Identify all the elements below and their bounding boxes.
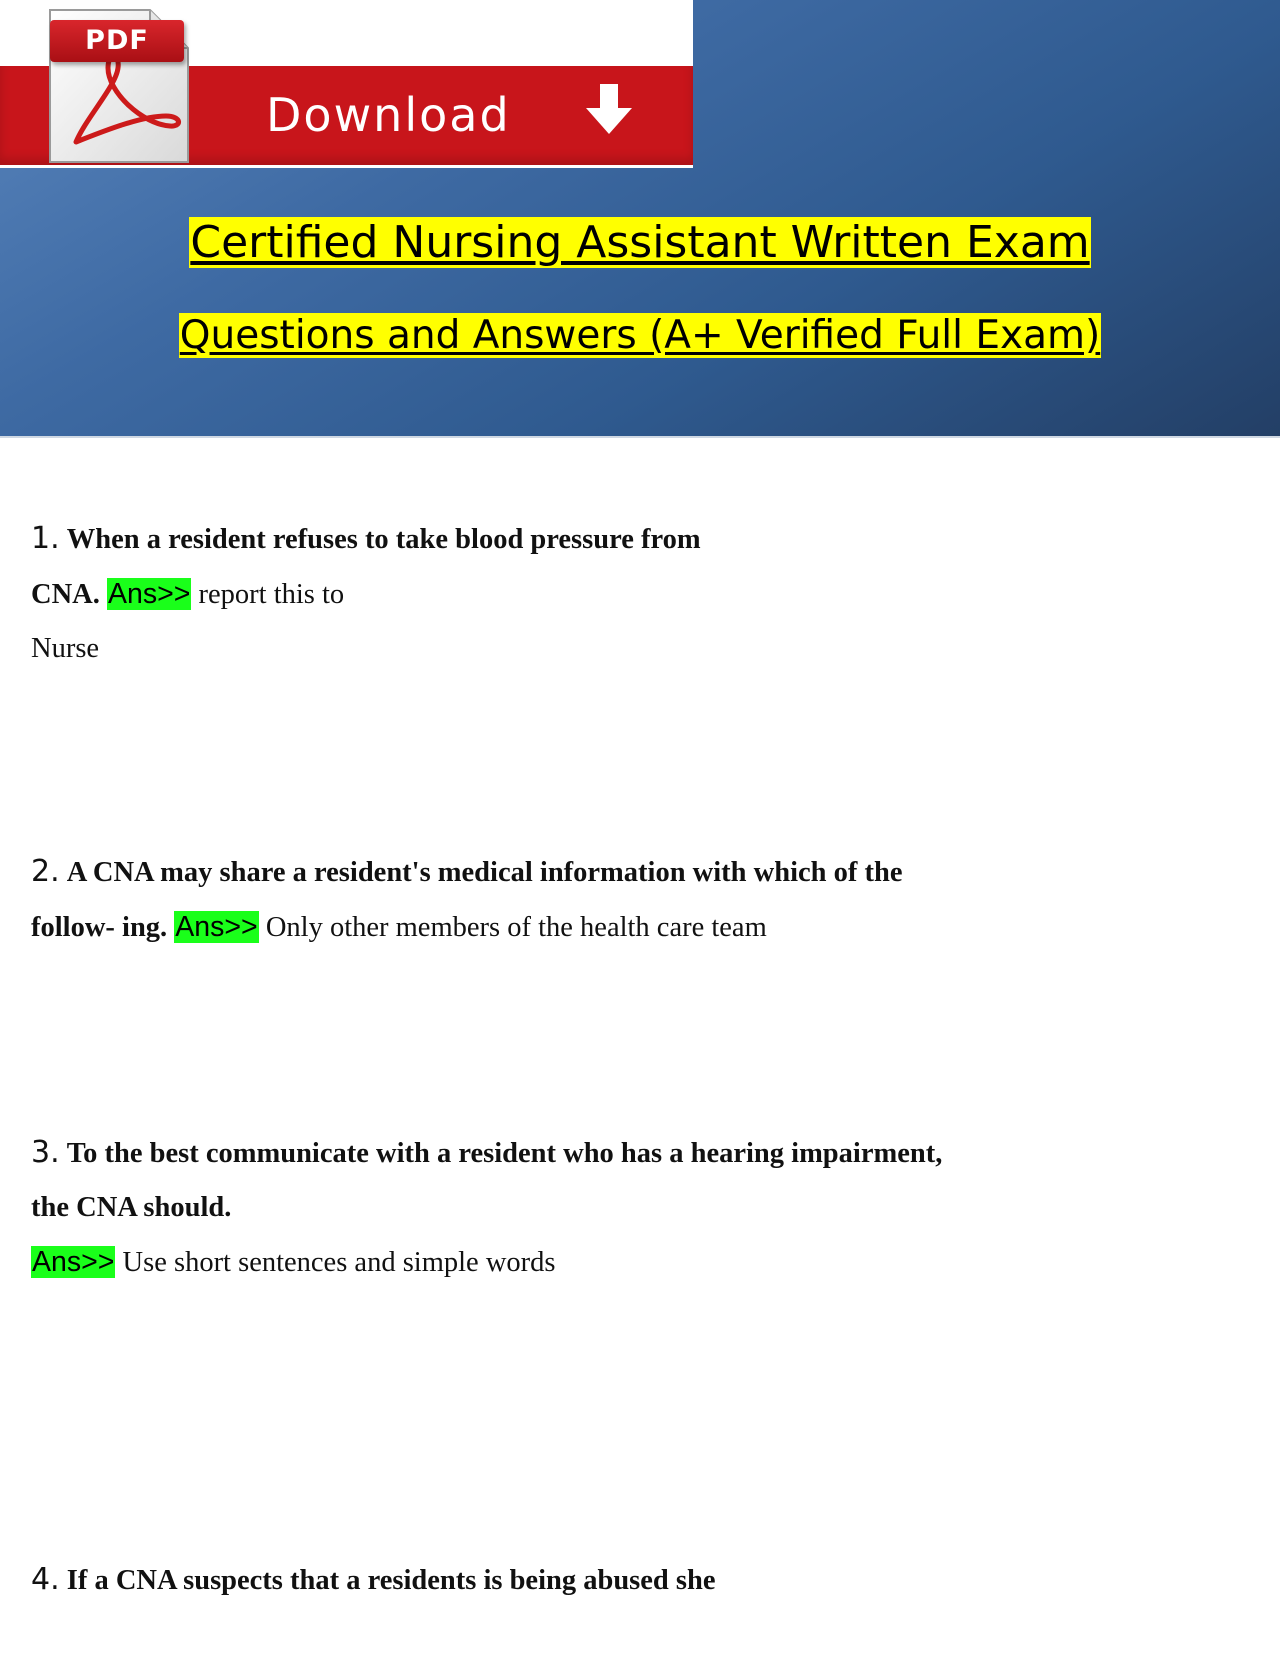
pdf-file-icon xyxy=(46,8,194,164)
answer-label: Ans>> xyxy=(32,1246,115,1278)
answer-text: Use short sentences and simple words xyxy=(122,1247,556,1278)
download-label[interactable]: Download xyxy=(266,88,511,142)
question-number: 3. xyxy=(31,1135,60,1170)
document-title-line-1 xyxy=(0,214,1280,272)
download-arrow-icon[interactable] xyxy=(582,82,636,136)
pdf-badge: PDF xyxy=(50,20,184,62)
header-hero xyxy=(0,0,1280,438)
question-number: 1. xyxy=(31,521,60,556)
document-title-line-2 xyxy=(0,310,1280,362)
question-number: 4. xyxy=(31,1562,60,1597)
download-banner[interactable] xyxy=(0,0,693,168)
answer-label: Ans>> xyxy=(175,911,258,943)
question-number: 2. xyxy=(31,854,60,889)
answer-label: Ans>> xyxy=(108,578,191,610)
question-text: When a resident refuses to take blood pressure from xyxy=(66,524,701,555)
answer-text: Nurse xyxy=(31,633,100,664)
page-bottom-edge xyxy=(0,1610,1280,1656)
title-text-1: Certified Nursing Assistant Written Exam xyxy=(190,217,1090,268)
answer-text: report this to xyxy=(198,579,345,610)
question-text: CNA. xyxy=(31,579,100,610)
question-text: follow- ing. xyxy=(31,912,168,943)
question-text: the CNA should. xyxy=(31,1192,232,1223)
question-text: If a CNA suspects that a residents is being abused she xyxy=(66,1565,716,1596)
answer-text: Only other members of the health care team xyxy=(265,912,767,943)
question-3 xyxy=(31,1126,1241,1290)
question-text: A CNA may share a resident's medical information with which of the xyxy=(66,857,903,888)
question-1 xyxy=(31,512,1241,676)
question-text: To the best communicate with a resident who has a hearing impairment, xyxy=(66,1138,943,1169)
title-text-2: Questions and Answers (A+ Verified Full Exam) xyxy=(179,313,1101,358)
question-2 xyxy=(31,845,1241,955)
